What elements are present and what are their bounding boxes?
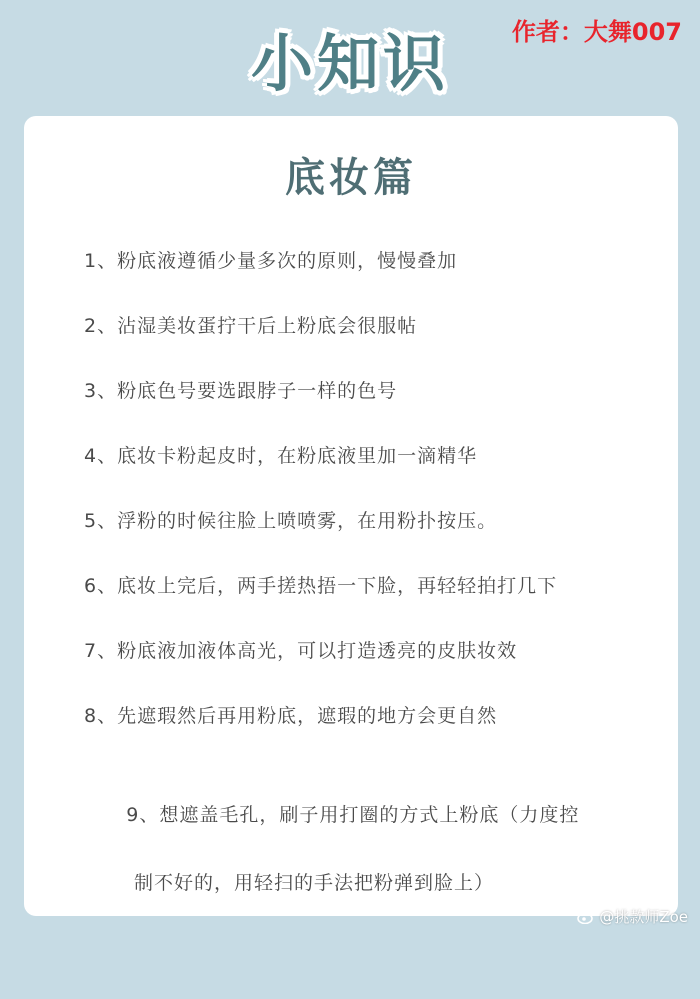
tip-item — [84, 764, 664, 968]
content-card — [24, 116, 678, 916]
tip-text: 5、浮粉的时候往脸上喷喷雾，在用粉扑按压。 — [84, 510, 498, 532]
tip-text: 6、底妆上完后，两手搓热捂一下脸，再轻轻拍打几下 — [84, 575, 558, 597]
tip-text: 9、想遮盖毛孔，刷子用打圈的方式上粉底（力度控 — [126, 804, 580, 826]
tip-item — [84, 244, 664, 278]
tip-text-continuation: 制不好的，用轻扫的手法把粉弹到脸上） — [134, 872, 495, 894]
tip-item — [84, 569, 664, 603]
card-title: 底妆篇 — [285, 155, 417, 201]
page-title: 小知识 — [250, 27, 449, 100]
tip-text: 8、先遮瑕然后再用粉底，遮瑕的地方会更自然 — [84, 705, 498, 727]
tip-item — [84, 504, 664, 538]
tip-text: 2、沾湿美妆蛋拧干后上粉底会很服帖 — [84, 315, 418, 337]
tip-item — [84, 634, 664, 668]
weibo-icon — [577, 910, 595, 924]
watermark — [577, 906, 688, 927]
author-label: 作者：大舞007 — [511, 18, 682, 46]
watermark-text: @挑款师Zoe — [599, 908, 688, 926]
tip-item — [84, 699, 664, 733]
tip-item — [84, 439, 664, 473]
tip-item — [84, 374, 664, 408]
tip-text: 7、粉底液加液体高光，可以打造透亮的皮肤妆效 — [84, 640, 518, 662]
tip-text: 4、底妆卡粉起皮时，在粉底液里加一滴精华 — [84, 445, 478, 467]
tip-text: 1、粉底液遵循少量多次的原则，慢慢叠加 — [84, 250, 458, 272]
tip-item — [84, 309, 664, 343]
tip-text: 3、粉底色号要选跟脖子一样的色号 — [84, 380, 398, 402]
tips-list — [84, 244, 664, 999]
